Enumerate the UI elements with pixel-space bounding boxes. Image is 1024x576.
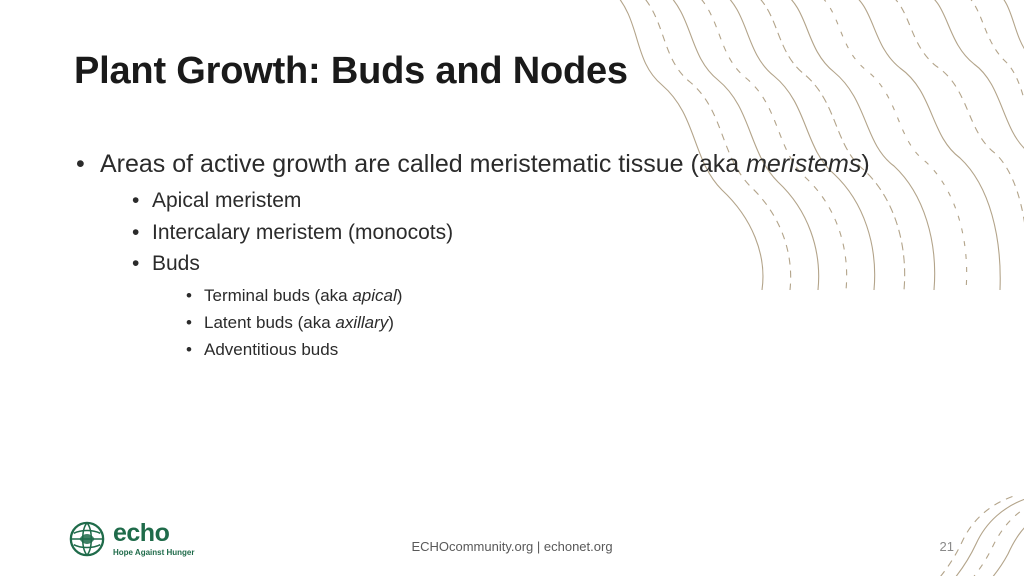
list-item-emphasis: axillary [335,312,389,332]
bullet-glyph: • [132,252,140,275]
logo-wordmark: echo [113,519,170,547]
slide-body [74,148,894,365]
list-item [130,248,894,363]
footer-urls: ECHOcommunity.org | echonet.org [411,539,613,554]
list-item [130,217,894,249]
list-item-text: Adventitious buds [204,339,339,359]
list-item [184,309,894,336]
logo-tagline: Hope Against Hunger [113,548,195,557]
list-item [184,282,894,309]
list-item-text-end: ) [396,285,403,305]
list-item-text: Intercalary meristem (monocots) [152,220,454,244]
bullet-glyph: • [132,220,140,244]
bullet-glyph: • [186,285,192,305]
bullet-list-level3 [152,282,894,364]
list-item-text-end: ) [388,312,394,332]
bullet-list-level2 [100,185,894,363]
list-item-emphasis: meristems [746,150,862,178]
list-item-text: Terminal buds (aka [204,285,353,305]
list-item-text: Areas of active growth are called meristematic tissue (aka [100,150,747,178]
list-item-text-end: ) [861,150,870,178]
page-number: 21 [939,539,954,554]
list-item-emphasis: apical [352,285,397,305]
list-item-text: Latent buds (aka [204,312,336,332]
list-item [184,336,894,363]
page-title: Plant Growth: Buds and Nodes [74,50,628,92]
topographic-decoration-bottom-icon [904,496,1024,576]
bullet-glyph: • [76,150,85,178]
bullet-glyph: • [186,312,192,332]
list-item [74,148,894,363]
list-item-text: Apical meristem [152,189,302,212]
bullet-glyph: • [186,339,192,359]
bullet-glyph: • [132,189,140,212]
bullet-list-level1 [74,148,894,363]
list-item [130,185,894,217]
list-item-text: Buds [152,252,200,275]
